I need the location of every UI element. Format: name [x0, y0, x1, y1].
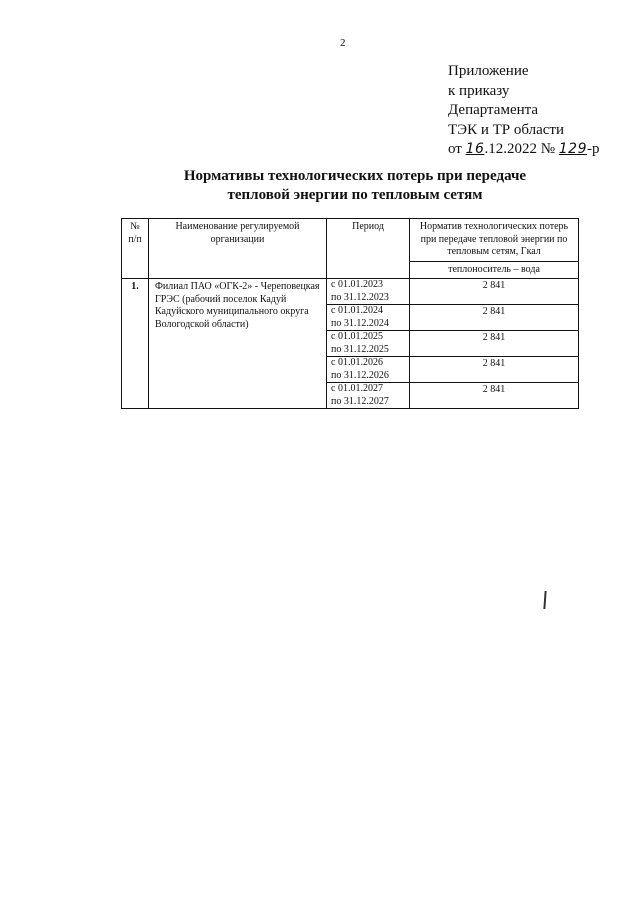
period-cell	[327, 383, 410, 409]
period-cell	[327, 357, 410, 383]
header-norm-sub: теплоноситель – вода	[410, 261, 579, 279]
document-title	[130, 167, 580, 205]
row-org: Филиал ПАО «ОГК-2» - Череповецкая ГРЭС (рабочий поселок Кадуй Кадуйского муниципального округа Вологодской области)	[149, 279, 327, 409]
title-line: Нормативы технологических потерь при передаче	[183, 168, 527, 184]
period-from: с 01.01.2027	[331, 383, 383, 394]
date-rest: .12.2022 №	[484, 141, 555, 157]
order-suffix: -р	[586, 141, 600, 157]
period-from: с 01.01.2026	[331, 357, 383, 368]
period-to: по 31.12.2023	[331, 291, 389, 303]
period-from: с 01.01.2023	[331, 279, 383, 290]
norm-value: 2 841	[410, 331, 579, 357]
page-number: 2	[340, 37, 346, 49]
scan-mark	[543, 591, 546, 609]
header-num: № п/п	[122, 219, 149, 279]
period-cell	[327, 279, 410, 305]
period-to: по 31.12.2024	[331, 317, 389, 329]
appendix-line: ТЭК и ТР области	[448, 121, 564, 138]
norm-value: 2 841	[410, 357, 579, 383]
table-row	[122, 279, 579, 305]
norm-value: 2 841	[410, 305, 579, 331]
date-prefix: от	[448, 141, 462, 157]
norm-value: 2 841	[410, 383, 579, 409]
period-cell	[327, 305, 410, 331]
period-to: по 31.12.2025	[331, 343, 389, 355]
appendix-line: Приложение	[448, 63, 529, 79]
appendix-line: Департамента	[448, 102, 539, 118]
title-line: тепловой энергии по тепловым сетям	[227, 187, 483, 203]
period-to: по 31.12.2027	[331, 395, 389, 407]
appendix-block	[448, 62, 599, 160]
period-cell	[327, 331, 410, 357]
appendix-date-line	[448, 140, 599, 160]
handwritten-order-number: 129	[558, 141, 587, 157]
header-period: Период	[327, 219, 410, 279]
period-from: с 01.01.2024	[331, 305, 383, 316]
header-norm: Норматив технологических потерь при передаче тепловой энергии по тепловым сетям, Гкал	[410, 219, 579, 262]
norms-table	[121, 218, 579, 409]
norm-value: 2 841	[410, 279, 579, 305]
row-num: 1.	[122, 279, 149, 409]
handwritten-day: 16	[465, 141, 485, 157]
period-from: с 01.01.2025	[331, 331, 383, 342]
period-to: по 31.12.2026	[331, 369, 389, 381]
appendix-line: к приказу	[448, 82, 510, 99]
header-org: Наименование регулируемой организации	[149, 219, 327, 279]
